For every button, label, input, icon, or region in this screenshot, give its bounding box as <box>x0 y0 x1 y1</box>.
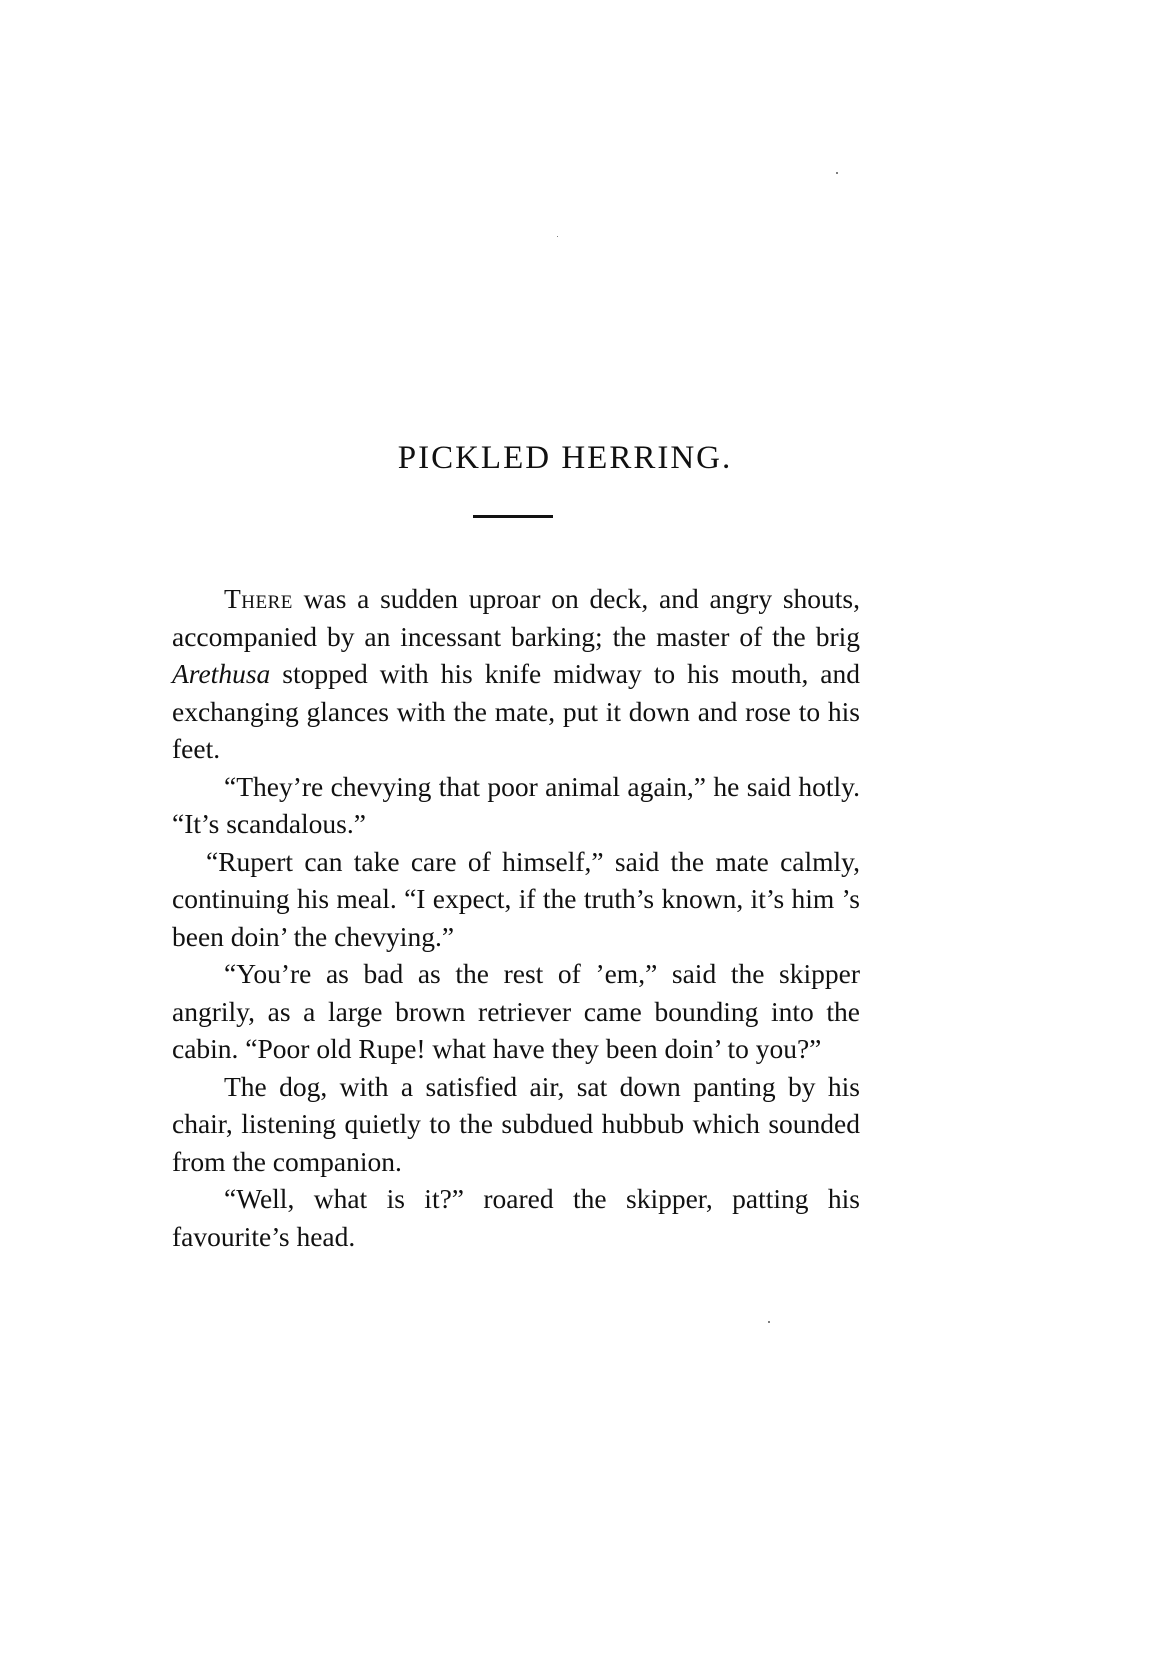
title-rule <box>473 515 553 518</box>
paragraph-4: “You’re as bad as the rest of ’em,” said the skipper angrily, as a large brown retriever came bounding into the cabin. “Poor old Rupe! what have they been doin’ to you?” <box>172 958 860 1064</box>
chapter-title: PICKLED HERRING. <box>397 440 733 476</box>
scan-speck <box>768 1321 770 1323</box>
scan-speck <box>557 236 558 237</box>
lead-word: There <box>224 583 293 614</box>
scan-speck <box>836 172 838 174</box>
paragraph-2: “They’re chevying that poor animal again,” he said hotly. “It’s scandalous.” <box>172 770 860 839</box>
paragraph-1-text-a: was a sudden uproar on deck, and angry shouts, accompanied by an incessant barking; the master of the brig <box>172 583 860 652</box>
paragraph-6: “Well, what is it?” roared the skipper, patting his favourite’s head. <box>172 1183 860 1252</box>
story-body <box>172 580 860 1255</box>
ship-name: Arethusa <box>172 658 271 689</box>
paragraph-5: The dog, with a satisfied air, sat down panting by his chair, listening quietly to the subdued hubbub which sounded from the companion. <box>172 1070 860 1177</box>
paragraph-3: “Rupert can take care of himself,” said the mate calmly, continuing his meal. “I expect, if the truth’s known, it’s him ’s been doin’ the chevying.” <box>172 845 860 952</box>
paragraph-1-text-b: stopped with his knife midway to his mouth, and exchanging glances with the mate, put it down and rose to his feet. <box>172 658 860 764</box>
paragraph-1 <box>172 580 860 768</box>
